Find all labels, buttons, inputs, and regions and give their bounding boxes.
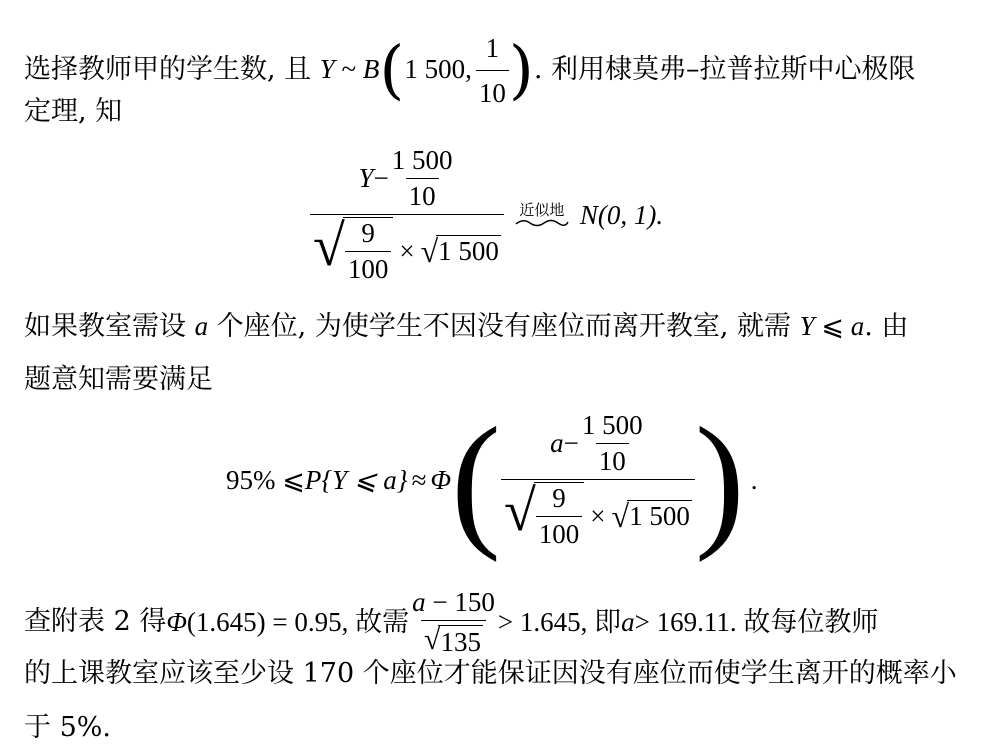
sqrt-fraction	[313, 213, 393, 285]
inner-numerator: 1 500	[391, 145, 453, 175]
inner-denominator: 10	[596, 443, 629, 477]
display-equation-1	[310, 145, 663, 285]
sqrt-fraction	[503, 478, 584, 550]
times-symbol: ×	[590, 500, 606, 531]
left-paren: (	[451, 396, 501, 563]
sqrt-numerator: 9	[552, 483, 566, 513]
left-paren: (	[379, 33, 405, 108]
radicand: 1 500	[629, 501, 690, 531]
fraction-numerator: a − 150	[412, 587, 495, 617]
fraction-denominator: √ 135	[421, 620, 486, 658]
inner-fraction	[579, 410, 646, 477]
inner-fraction	[389, 145, 456, 212]
inner-numerator: 1 500	[581, 410, 643, 440]
var-a: a	[550, 428, 564, 458]
sqrt-inner-fraction	[536, 483, 583, 550]
sqrt-inner-fraction	[345, 218, 392, 285]
text-segment: 于 5%.	[24, 712, 111, 743]
fraction-one-tenth	[476, 28, 509, 113]
phi-symbol: Φ	[166, 607, 187, 638]
paragraph-line-7	[24, 708, 111, 748]
main-denominator	[501, 479, 695, 550]
phi-symbol: Φ	[430, 464, 451, 495]
fraction-numerator: 1	[485, 33, 500, 63]
right-paren: )	[694, 396, 745, 563]
var-Y: Y	[799, 311, 815, 341]
binomial-n: 1 500,	[404, 54, 472, 84]
paragraph-line-3	[24, 306, 908, 347]
sqrt-denominator: 100	[345, 251, 392, 285]
inner-denominator: 10	[406, 178, 439, 212]
minus-symbol: −	[373, 163, 389, 193]
display-equation-2	[226, 396, 758, 563]
right-paren: )	[508, 33, 534, 108]
sqrt-denominator: 100	[536, 516, 583, 550]
main-denominator	[310, 214, 504, 285]
sqrt-1500	[612, 500, 692, 532]
main-numerator	[547, 410, 648, 479]
prob-P: P	[304, 464, 322, 495]
paragraph-line-4	[24, 360, 213, 400]
text-segment: (1.645) = 0.95, 故需	[186, 607, 410, 638]
approx-label: 近似地	[519, 201, 565, 219]
le-symbol: ⩽	[814, 311, 851, 341]
normal-dist: N(0, 1).	[579, 199, 664, 230]
radicand	[534, 482, 585, 550]
radical-sign: √	[313, 213, 345, 278]
sim-symbol: ~	[334, 54, 363, 84]
radicand	[343, 217, 394, 285]
inequality-fraction	[409, 586, 498, 658]
var-Y: Y	[358, 163, 374, 193]
text-segment: . 利用棣莫弗–拉普拉斯中心极限	[533, 54, 916, 85]
paragraph-line-5	[24, 586, 878, 658]
radical-sign: √	[420, 233, 439, 269]
var-a: a	[194, 311, 209, 341]
radicand: 1 500	[438, 236, 499, 266]
text-segment: > 1.645, 即	[497, 607, 622, 638]
text-segment: 选择教师甲的学生数, 且	[24, 54, 320, 85]
var-a: a	[850, 311, 865, 341]
sqrt-numerator: 9	[361, 218, 375, 248]
main-fraction	[310, 145, 504, 285]
text-segment: 个座位, 为使学生不因没有座位而离开教室, 就需	[208, 311, 800, 342]
text-segment: . 由	[864, 311, 909, 342]
lhs-text: 95% ⩽	[226, 464, 305, 495]
var-B: B	[362, 54, 380, 84]
period: .	[750, 464, 758, 495]
main-numerator	[355, 145, 458, 214]
minus-symbol: −	[563, 428, 579, 458]
text-segment: > 169.11. 故每位教师	[634, 607, 879, 638]
fraction-denominator: 10	[476, 70, 509, 113]
times-symbol: ×	[399, 235, 415, 266]
var-Y: Y	[319, 54, 335, 84]
event-brace: {Y ⩽ a}	[321, 464, 408, 495]
text-segment: 查附表 2 得	[24, 606, 167, 638]
text-segment: 定理, 知	[24, 96, 123, 127]
approx-symbol: ≈	[411, 464, 427, 495]
radical-sign: √	[611, 498, 630, 534]
sqrt-1500	[421, 235, 501, 267]
var-a: a	[621, 607, 635, 638]
radical-sign: √	[503, 478, 536, 543]
paragraph-line-1	[24, 28, 916, 113]
paragraph-line-6	[24, 654, 957, 694]
paragraph-line-2	[24, 92, 122, 132]
text-segment: 如果教室需设	[24, 311, 195, 342]
approx-arrow	[514, 202, 570, 228]
text-segment: 题意知需要满足	[24, 364, 213, 395]
main-fraction	[501, 410, 695, 550]
tilde-arrow-icon	[514, 218, 570, 228]
text-segment: 的上课教室应该至少设 170 个座位才能保证因没有座位而使学生离开的概率小	[24, 658, 957, 689]
